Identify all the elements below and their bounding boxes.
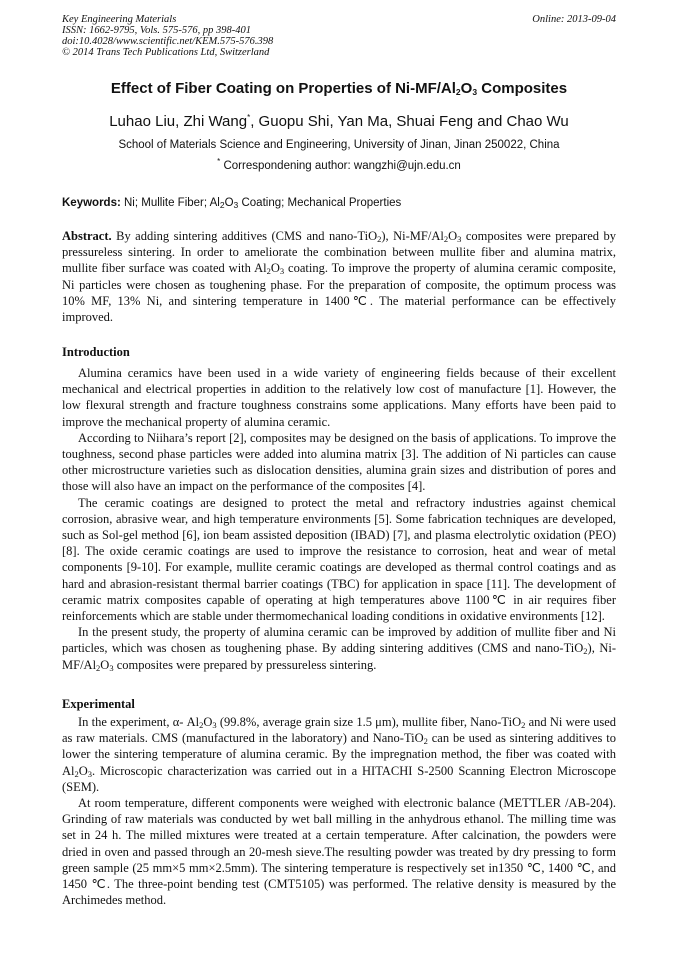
keywords-label: Keywords:	[62, 197, 121, 209]
experimental-paragraph: In the experiment, α- $Al_2O_3$ (99.8%, average grain size 1.5 μm), mullite fiber, Nano-TiO$_2$ and Ni were used as raw materials. CMS (manufactured in the laboratory) and Nano-TiO$_2$ can be used as sintering additives to lower the sintering temperature of alumina ceramic. By the impregnation method, the fiber was coated with $Al_2O_3$. Microscopic characterization was carried out in a HITACHI S-2500 Scanning Electron Microscope (SEM).	[62, 715, 617, 794]
issn-line: ISSN: 1662-9795, Vols. 575-576, pp 398-401	[62, 25, 251, 36]
page-header	[62, 14, 616, 58]
experimental-paragraph: At room temperature, different components were weighed with electronic balance (METTLER /AB-204). Grinding of raw materials was conducted by wet ball milling in the anhydrous ethanol. The milling time was set in 24 h. The milled mixtures were treated at a certain temperature. After calcination, the powders were dried in oven and passed through an 20-mesh sieve.The resulting powder was treated by dry pressing to form green sample (25 mm×5 mm×2.5mm). The sintering temperature is respectively set in1350 ℃, 1400 ℃, and 1450 ℃. The three-point bending test (CMT5105) was performed. The relative density is measured by the Archimedes method.	[62, 796, 616, 908]
intro-paragraph: In the present study, the property of alumina ceramic can be improved by addition of mullite fiber and Ni particles, which was chosen as toughening phase. By adding sintering additives (CMS and nano-TiO$_2$), $Ni-MF/Al_2O_3$ composites were prepared by pressureless sintering.	[62, 625, 616, 673]
online-date: Online: 2013-09-04	[532, 14, 616, 25]
copyright-line: © 2014 Trans Tech Publications Ltd, Switzerland	[62, 47, 270, 58]
affiliation: School of Materials Science and Engineering, University of Jinan, Jinan 250022, China	[118, 139, 560, 151]
journal-name: Key Engineering Materials	[62, 14, 177, 25]
abstract-label: Abstract.	[62, 229, 112, 243]
experimental-body	[62, 714, 616, 908]
keywords: Keywords: Ni; Mullite Fiber; $Al_2O_3$ Coating; Mechanical Properties	[62, 197, 402, 210]
introduction-heading: Introduction	[62, 345, 130, 359]
intro-paragraph: According to Niihara’s report [2], composites may be designed on the basis of applications. To improve the toughness, second phase particles were added into alumina matrix [3]. The addition of Ni particles can cause other microstructure varieties such as dislocation densities, alumina grain sizes and distribution of pores and those will also have an impact on the performance of the composites [4].	[62, 430, 616, 494]
doi-line: doi:10.4028/www.scientific.net/KEM.575-576.398	[62, 36, 274, 47]
author-list: Luhao Liu, Zhi Wang*, Guopu Shi, Yan Ma, Shuai Feng and Chao Wu	[109, 113, 569, 130]
corresponding-author: * Correspondening author: wangzhi@ujn.edu.cn	[217, 157, 461, 172]
intro-paragraph: Alumina ceramics have been used in a wide variety of engineering fields because of their excellent mechanical and electrical properties in addition to the relatively low cost of manufacture [1]. However, the low flexural strength and fracture toughness constrains some applications. Many efforts have been paid to improve the mechanical property of alumina ceramic.	[62, 366, 616, 429]
intro-paragraph: The ceramic coatings are designed to protect the metal and refractory industries against chemical corrosion, abrasive wear, and high temperature environments [5]. Some fabrication techniques are developed, such as Sol-gel method [6], ion beam assisted deposition (IBAD) [7], and plasma electrolytic oxidation (PEO) [8]. The oxide ceramic coatings are used to improve the resistance to corrosion, heat and wear of metal components [9-10]. For example, mullite ceramic coatings are developed as thermal control coatings and as hard and abrasion-resistant thermal barrier coatings (TBC) for application in space [11]. The development of ceramic matrix composites capable of operating at high temperatures above 1100℃ in air requires fiber reinforcements which are stable under thermomechanical loading conditions in oxidative environments [12].	[62, 495, 616, 624]
introduction-body	[62, 365, 616, 673]
paper-title: Effect of Fiber Coating on Properties of $Ni-MF/Al_2O_3$ Composites	[110, 80, 568, 97]
experimental-heading: Experimental	[62, 697, 135, 711]
abstract: Abstract. By adding sintering additives (CMS and nano-TiO$_2$), $Ni-MF/Al_2O_3$ composites were prepared by pressureless sintering. In order to ameliorate the combination between mullite fiber and alumina matrix, mullite fiber surface was coated with $Al_2O_3$ coating. To improve the property of alumina ceramic composite, Ni particles were chosen as toughening phase. For the preparation of composite, the optimum process was 10% MF, 13% Ni, and sintering temperature in 1400℃. The material performance can be effectively improved.	[62, 229, 616, 325]
